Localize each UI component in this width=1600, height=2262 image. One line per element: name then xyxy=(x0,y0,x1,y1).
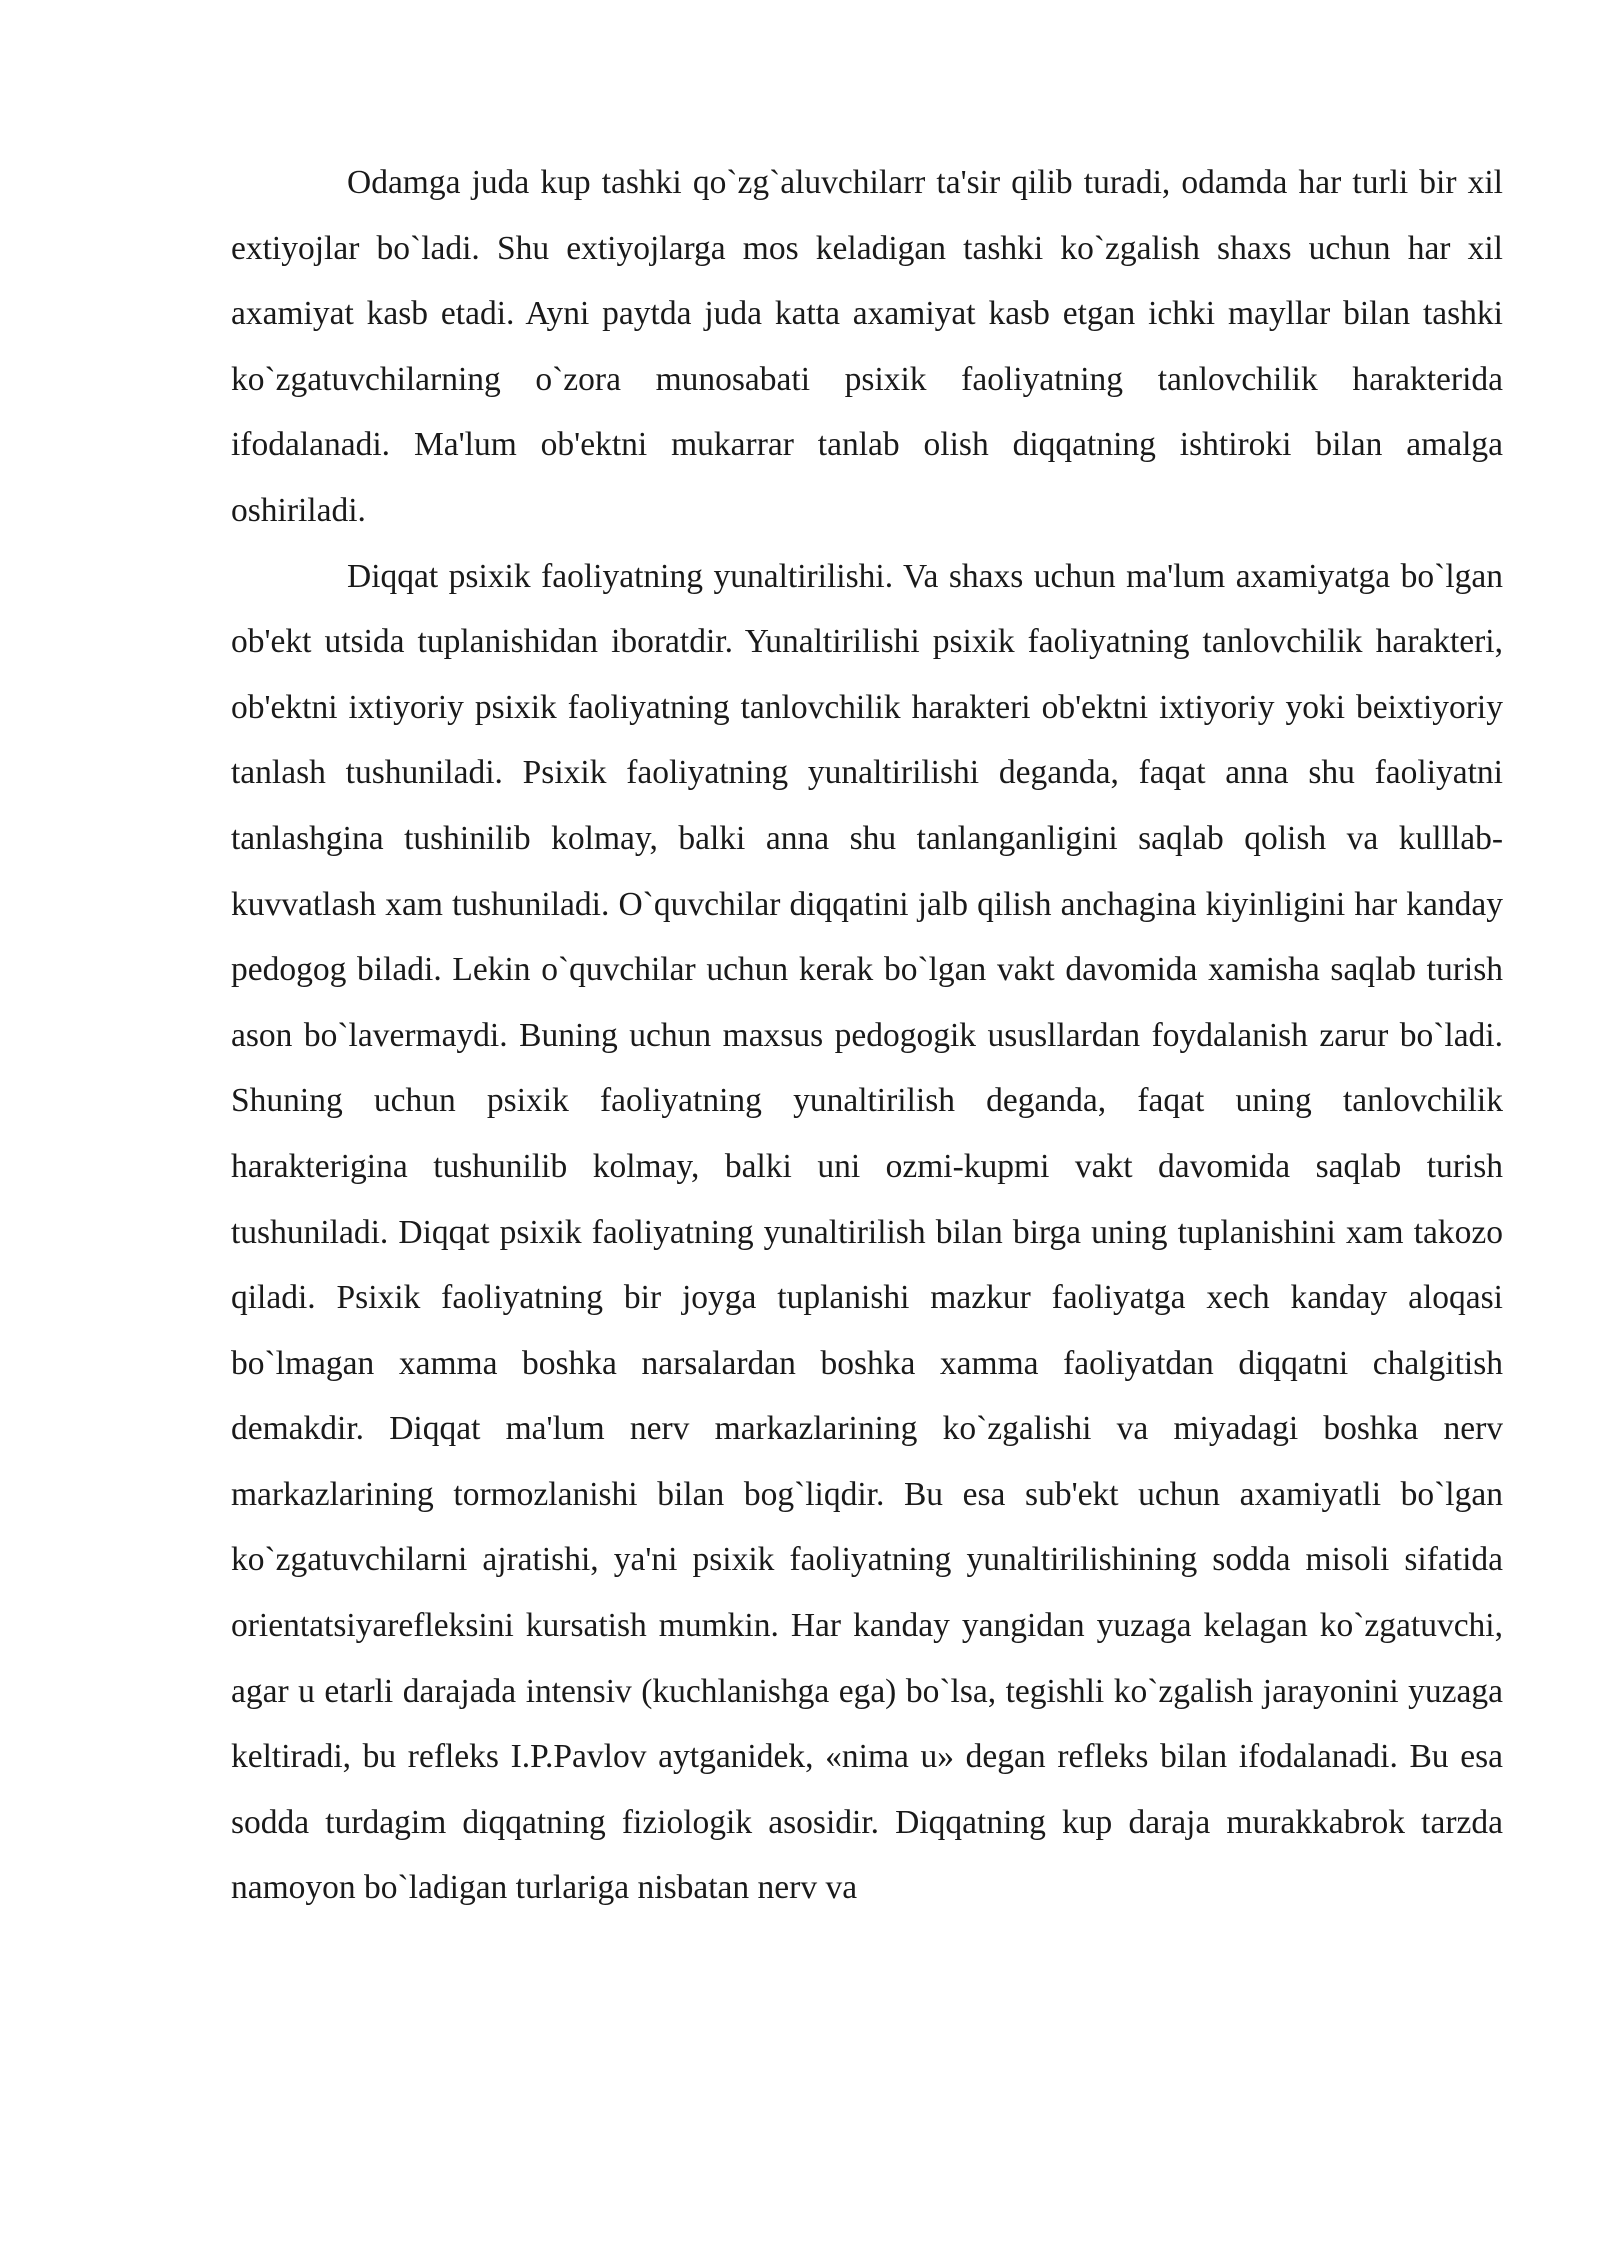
document-body xyxy=(231,150,1503,1921)
paragraph-attention-stimuli: Odamga juda kup tashki qo`zg`aluvchilarr ta'sir qilib turadi, odamda har turli bir xil extiyojlar bo`ladi. Shu extiyojlarga mos keladigan tashki ko`zgalish shaxs uchun har xil axamiyat kasb etadi. Ayni paytda juda katta axamiyat kasb etgan ichki mayllar bilan tashki ko`zgatuvchilarning o`zora munosabati psixik faoliyatning tanlovchilik harakterida ifodalanadi. Ma'lum ob'ektni mukarrar tanlab olish diqqatning ishtiroki bilan amalga oshiriladi. xyxy=(231,164,1503,529)
paragraph-attention-direction: Diqqat psixik faoliyatning yunaltirilishi. Va shaxs uchun ma'lum axamiyatga bo`lgan ob'ekt utsida tuplanishidan iboratdir. Yunaltirilishi psixik faoliyatning tanlovchilik harakteri, ob'ektni ixtiyoriy psixik faoliyatning tanlovchilik harakteri ob'ektni ixtiyoriy yoki beixtiyoriy tanlash tushuniladi. Psixik faoliyatning yunaltirilishi deganda, faqat anna shu faoliyatni tanlashgina tushinilib kolmay, balki anna shu tanlanganligini saqlab qolish va kulllab-kuvvatlash xam tushuniladi. O`quvchilar diqqatini jalb qilish anchagina kiyinligini har kanday pedogog biladi. Lekin o`quvchilar uchun kerak bo`lgan vakt davomida xamisha saqlab turish ason bo`lavermaydi. Buning uchun maxsus pedogogik ususllardan foydalanish zarur bo`ladi. Shuning uchun psixik faoliyatning yunaltirilish deganda, faqat uning tanlovchilik harakterigina tushunilib kolmay, balki uni ozmi-kupmi vakt davomida saqlab turish tushuniladi. Diqqat psixik faoliyatning yunaltirilish bilan birga uning tuplanishini xam takozo qiladi. Psixik faoliyatning bir joyga tuplanishi mazkur faoliyatga xech kanday aloqasi bo`lmagan xamma boshka narsalardan boshka xamma faoliyatdan diqqatni chalgitish demakdir. Diqqat ma'lum nerv markazlarining ko`zgalishi va miyadagi boshka nerv markazlarining tormozlanishi bilan bog`liqdir. Bu esa sub'ekt uchun axamiyatli bo`lgan ko`zgatuvchilarni ajratishi, ya'ni psixik faoliyatning yunaltirilishining sodda misoli sifatida orientatsiyarefleksini kursatish mumkin. Har kanday yangidan yuzaga kelagan ko`zgatuvchi, agar u etarli darajada intensiv (kuchlanishga ega) bo`lsa, tegishli ko`zgalish jarayonini yuzaga keltiradi, bu refleks I.P.Pavlov aytganidek, «nima u» degan refleks bilan ifodalanadi. Bu esa sodda turdagim diqqatning fiziologik asosidir. Diqqatning kup daraja murakkabrok tarzda namoyon bo`ladigan turlariga nisbatan nerv va xyxy=(231,557,1503,1907)
